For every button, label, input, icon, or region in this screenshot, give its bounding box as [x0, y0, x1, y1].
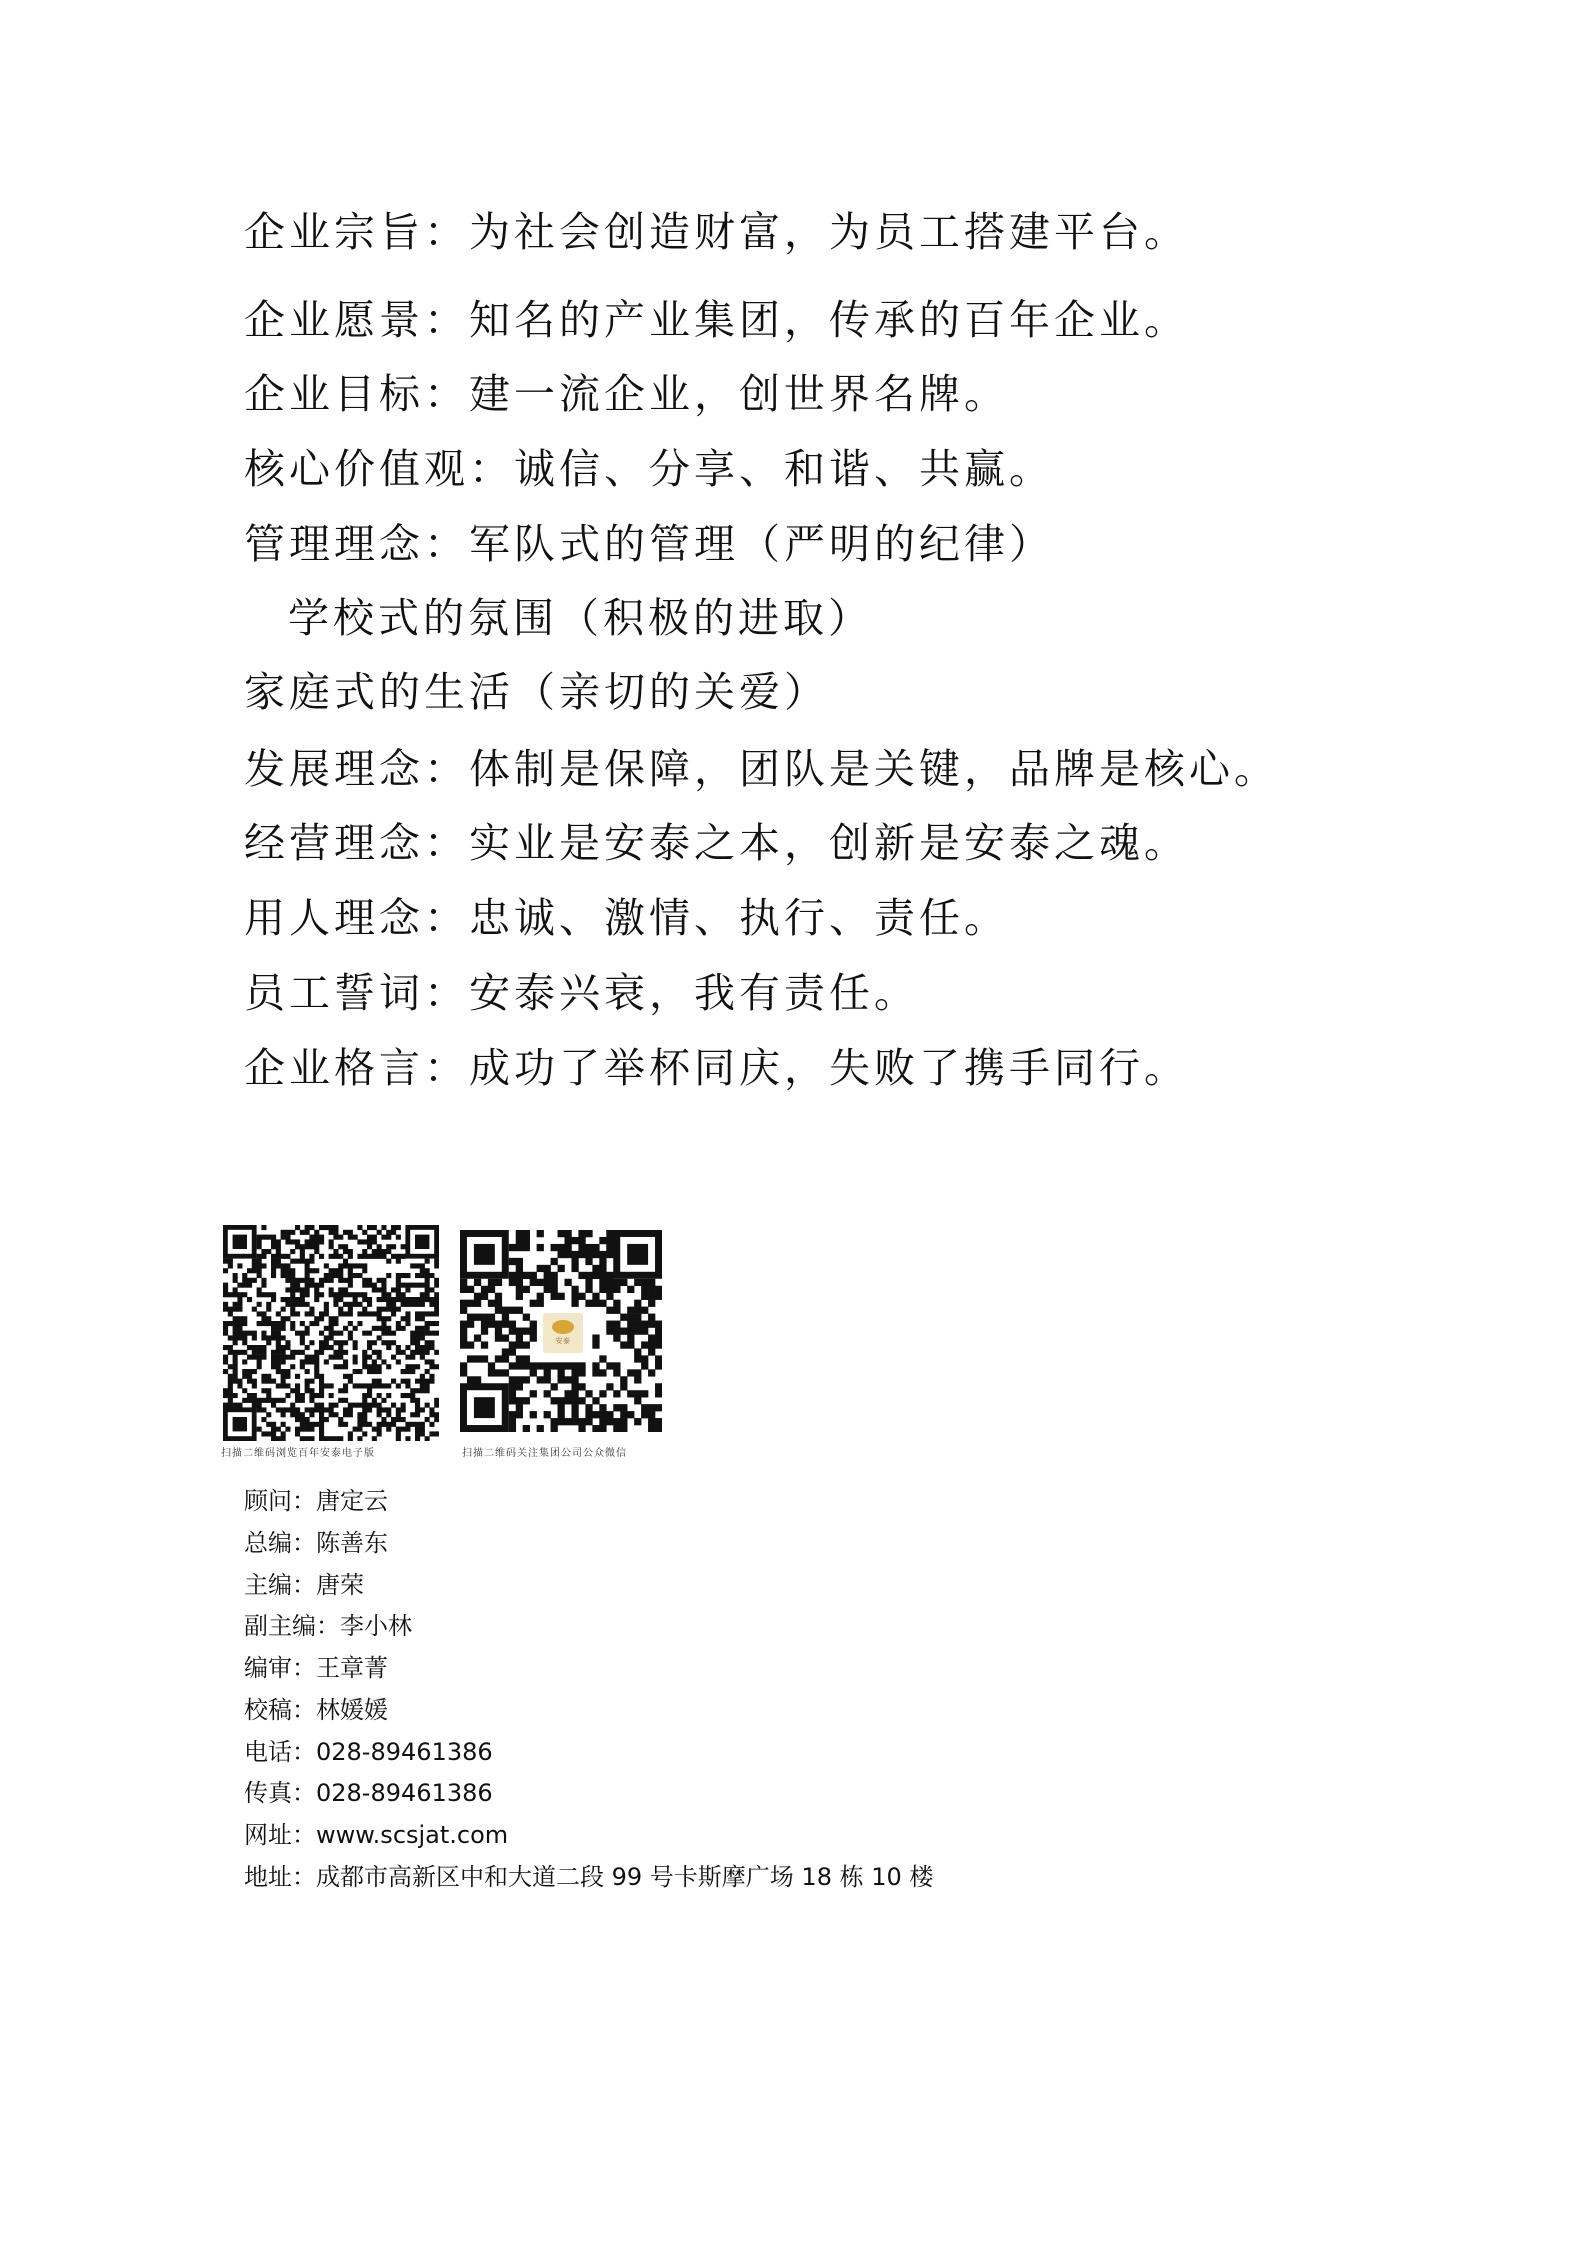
credit-reviewer: 编审：王章菁 [244, 1654, 388, 1682]
company-logo [538, 1308, 588, 1358]
statement-management: 管理理念：军队式的管理（严明的纪律） [244, 520, 1054, 568]
credit-editor-in-chief: 总编：陈善东 [244, 1529, 388, 1557]
logo-emblem-icon [552, 1320, 574, 1334]
statement-oath: 员工誓词：安泰兴衰，我有责任。 [244, 969, 919, 1017]
credit-fax: 传真：028-89461386 [244, 1779, 493, 1807]
statement-values: 核心价值观：诚信、分享、和谐、共赢。 [244, 445, 1054, 493]
credit-advisor: 顾问：唐定云 [244, 1487, 388, 1515]
qr-code-wechat[interactable] [460, 1230, 662, 1432]
credit-chief-editor: 主编：唐荣 [244, 1571, 364, 1599]
credit-deputy-editor: 副主编：李小林 [244, 1612, 412, 1640]
statement-operation: 经营理念：实业是安泰之本，创新是安泰之魂。 [244, 819, 1189, 867]
statement-motto: 企业格言：成功了举杯同庆，失败了携手同行。 [244, 1044, 1189, 1092]
credit-website: 网址：www.scsjat.com [244, 1821, 509, 1849]
qr-code-ebook[interactable] [223, 1225, 439, 1441]
qr-code-wechat-caption: 扫描二维码关注集团公司公众微信 [462, 1448, 627, 1459]
statement-development: 发展理念：体制是保障，团队是关键，品牌是核心。 [244, 745, 1279, 793]
credit-proofreader: 校稿：林媛媛 [244, 1696, 388, 1724]
statement-hiring: 用人理念：忠诚、激情、执行、责任。 [244, 894, 1009, 942]
statement-purpose: 企业宗旨：为社会创造财富，为员工搭建平台。 [244, 208, 1189, 256]
credit-address: 地址：成都市高新区中和大道二段 99 号卡斯摩广场 18 栋 10 楼 [244, 1863, 934, 1891]
statement-management-family: 家庭式的生活（亲切的关爱） [244, 668, 829, 716]
credit-phone: 电话：028-89461386 [244, 1738, 493, 1766]
statement-management-school: 学校式的氛围（积极的进取） [288, 594, 873, 642]
qr-code-ebook-caption: 扫描二维码浏览百年安泰电子版 [221, 1448, 375, 1459]
statement-goal: 企业目标：建一流企业，创世界名牌。 [244, 370, 1009, 418]
qr-code-ebook-image [223, 1225, 439, 1441]
logo-text: 安泰 [555, 1337, 571, 1345]
statement-vision: 企业愿景：知名的产业集团，传承的百年企业。 [244, 296, 1189, 344]
